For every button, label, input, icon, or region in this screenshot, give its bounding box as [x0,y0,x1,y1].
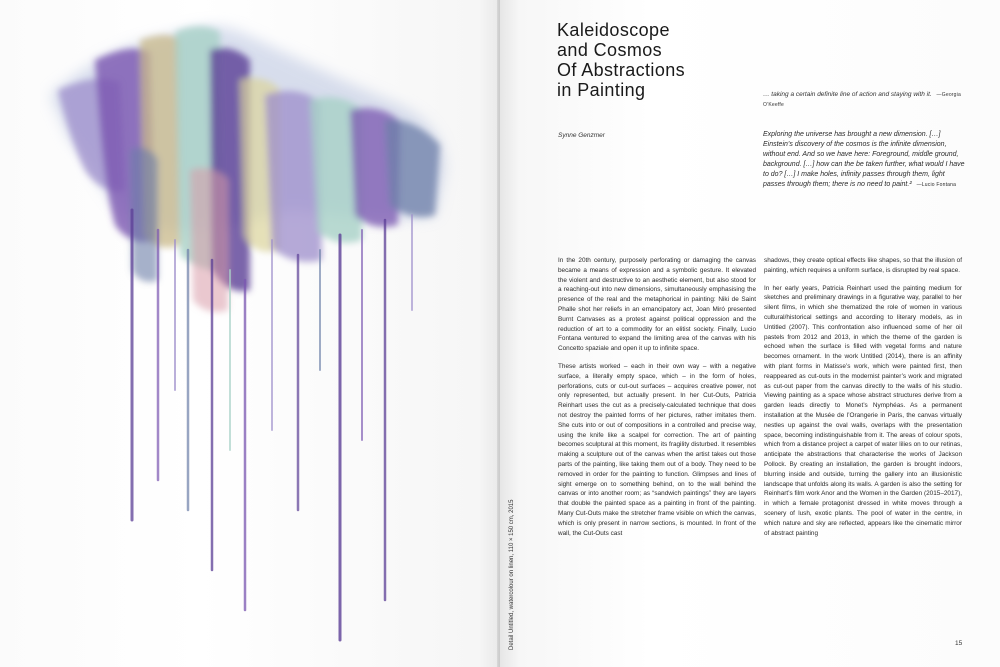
paragraph: shadows, they create optical effects like shapes, so that the illusion of painting, which requires a uniform surface, is disrupted by real space. [764,257,962,274]
paragraph: These artists worked – each in their own way – with a negative surface, a literally empty space, which – in the form of holes, perforations, cuts or cut-out surfaces – acquires creative power, not only represented, but actually present. In her Cut-Outs, Patricia Reinhart uses the cut as a precisely-calculated technique that does not destroy the painted forms of her pictures, rather imitates them. She cuts into or out of compositions in a controlled and precise way, using the knife like a scalpel for correction. The art of painting becomes sculptural at this moment, its fragility disturbed. It resembles making a sculpture out of the canvas when the artist takes out those parts of the painting, like taking them out of a body. They need to be removed in order for the painting to function. Glimpses and lines of sight emerge on to something behind, on to the wall behind the canvas or into another room; as “sandwich paintings” they are layers that double the painted space as a painting in front of the painting. Many Cut-Outs make the stretcher frame visible on which the canvas, which is only present in narrow sections, is mounted. In front of the wall, the Cut-Outs cast [558,362,756,537]
page-number: 15 [955,640,963,647]
author-name: Synne Genzmer [558,132,605,139]
epigraph [763,90,973,110]
epigraph-source: —Georgia O’Keeffe [763,92,961,108]
paint-bands [58,26,440,312]
quote-text: Exploring the universe has brought a new dimension. […] Einstein’s discovery of the cosmos is the infinite dimension, without end. And so we have here: Foreground, middle ground, background. […] how can the be taken further, what would I have to do? […] I make holes, infinity passes through them, light passes through them; there is no need to paint.² [763,131,965,188]
epigraph-text: … taking a certain definite line of action and staying with it. [763,91,932,98]
artwork-caption: Detail Untitled, watercolour on linen, 110 × 150 cm, 2015 [509,499,515,650]
body-column-2 [764,256,962,546]
left-page [0,0,499,667]
fontana-quote [763,130,968,190]
paint-drips [132,210,412,640]
paragraph: In her early years, Patricia Reinhart used the painting medium for sketches and preliminary drawings in a figurative way, parallel to her silent films, in which she thematized the role of women in various cultural/historical settings and according to literary models, as in Untitled (2007). This confrontation also influenced some of her oil pastels from 2012 and 2013, in which the theme of the garden is echoed when the surface is filled with vegetal forms and nature becomes ornament. In the work Untitled (2014), there is an affinity with plant forms in Matisse’s work, which were painted first, then reappeared as cut-outs in the modernist painter’s work and migrated as cut-out paper from the canvas directly to the walls of his studio. Viewing painting as a space whose abstract structures derive from a garden leads directly to Monet’s Nymphéas. As a permanent installation at the Musée de l’Orangerie in Paris, the canvas virtually nestles up against the oval walls, overlaps with the presentation space, becoming indistinguishable from it. The areas of colour spots, which from a distance project a carpet of water lilies on to our retinas, anticipate the abstractions that characterise the works of Jackson Pollock. By creating an installation, the garden is brought indoors, blurring inside and outside, turning the gallery into an illusionistic landscape that unfolds along its walls. A garden is also the setting for Reinhart’s film work Anor and the Women in the Garden (2015–2017), in which a female protagonist dressed in white moves through a scenery of lush, exotic plants. The pool of water in the centre, in which nature and sky are reflected, appears like the cinematic mirror of abstract painting [764,284,962,537]
article-title: Kaleidoscope and Cosmos Of Abstractions in Painting [557,20,686,100]
paragraph: In the 20th century, purposely perforating or damaging the canvas became a means of expression and a symbolic gesture. It elevated the violent and destructive to an aesthetic element, but also stood for a reaching-out into new dimensions, simultaneously emphasising the presence of the real and the metaphorical in painting: Niki de Saint Phalle shot her reliefs in an emancipatory act, Joan Miró presented Burnt Canvases as a protest against political oppression and the reduction of art to a commodity for an elitist society. Finally, Lucio Fontana ventured to expand the limiting area of the canvas with his Concetto spaziale and open it up to infinite space. [558,257,756,353]
watercolour-artwork [40,10,480,660]
body-column-1 [558,256,756,546]
quote-source: —Lucio Fontana [916,182,957,188]
